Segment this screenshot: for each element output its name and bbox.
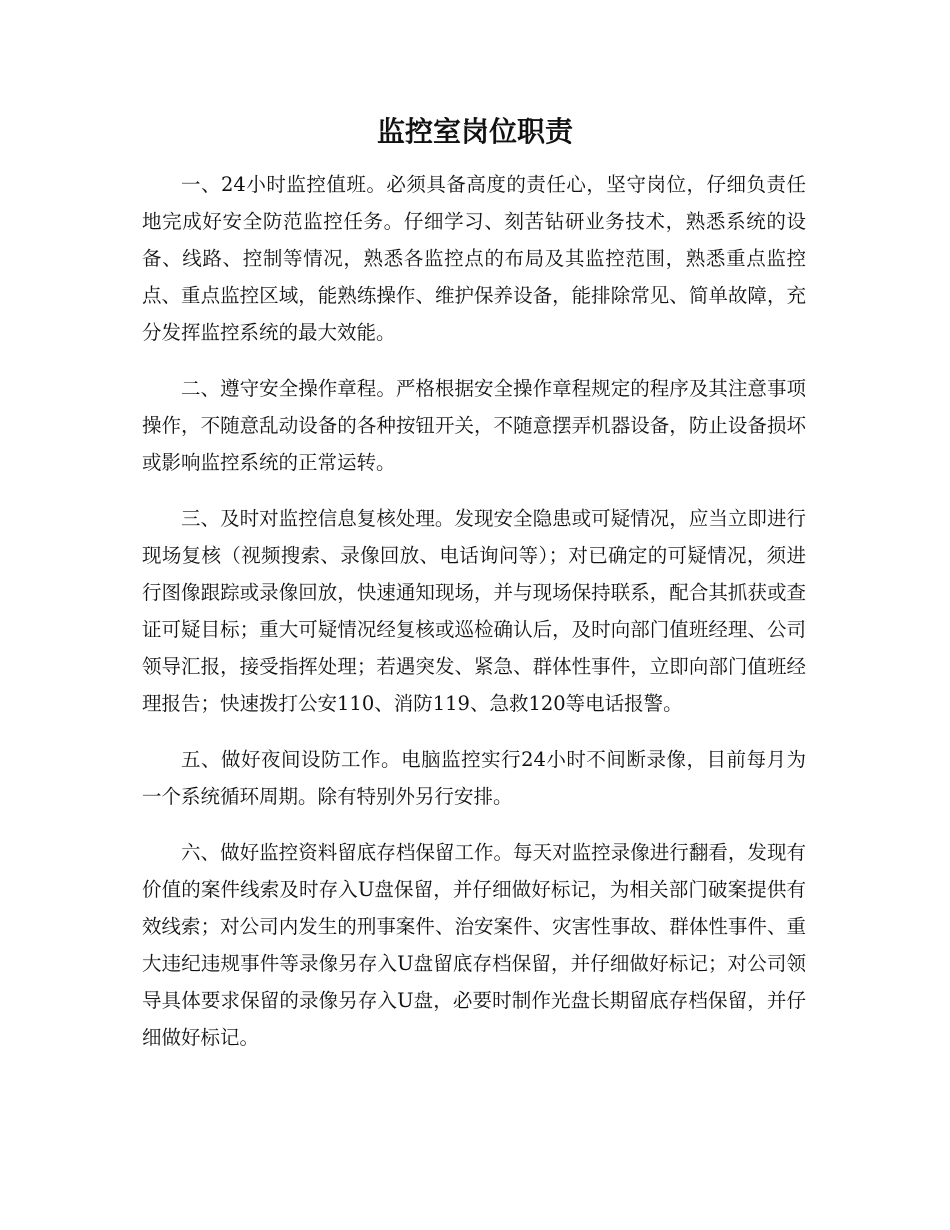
paragraph-4: 五、做好夜间设防工作。电脑监控实行24小时不间断录像，目前每月为一个系统循环周期。除有特别外另行安排。 bbox=[142, 748, 806, 808]
document-title: 监控室岗位职责 bbox=[376, 115, 573, 148]
paragraph-1: 一、24小时监控值班。必须具备高度的责任心，坚守岗位，仔细负责任地完成好安全防范监控任务。仔细学习、刻苦钻研业务技术，熟悉系统的设备、线路、控制等情况，熟悉各监控点的布局及其监控范围，熟悉重点监控点、重点监控区域，能熟练操作、维护保养设备，能排除常见、简单故障，充分发挥监控系统的最大效能。 bbox=[142, 173, 806, 344]
paragraph-2: 二、遵守安全操作章程。严格根据安全操作章程规定的程序及其注意事项操作，不随意乱动设备的各种按钮开关，不随意摆弄机器设备，防止设备损坏或影响监控系统的正常运转。 bbox=[142, 377, 806, 474]
document-body bbox=[142, 166, 806, 1075]
paragraph-5: 六、做好监控资料留底存档保留工作。每天对监控录像进行翻看，发现有价值的案件线索及时存入U盘保留，并仔细做好标记，为相关部门破案提供有效线索；对公司内发生的刑事案件、治安案件、灾害性事故、群体性事件、重大违纪违规事件等录像另存入U盘留底存档保留，并仔细做好标记；对公司领导具体要求保留的录像另存入U盘，必要时制作光盘长期留底存档保留，并仔细做好标记。 bbox=[142, 841, 806, 1049]
paragraph-3: 三、及时对监控信息复核处理。发现安全隐患或可疑情况，应当立即进行现场复核（视频搜索、录像回放、电话询问等）；对已确定的可疑情况，须进行图像跟踪或录像回放，快速通知现场，并与现场保持联系，配合其抓获或查证可疑目标；重大可疑情况经复核或巡检确认后，及时向部门值班经理、公司领导汇报，接受指挥处理；若遇突发、紧急、群体性事件，立即向部门值班经理报告；快速拨打公安110、消防119、急救120等电话报警。 bbox=[142, 507, 806, 715]
